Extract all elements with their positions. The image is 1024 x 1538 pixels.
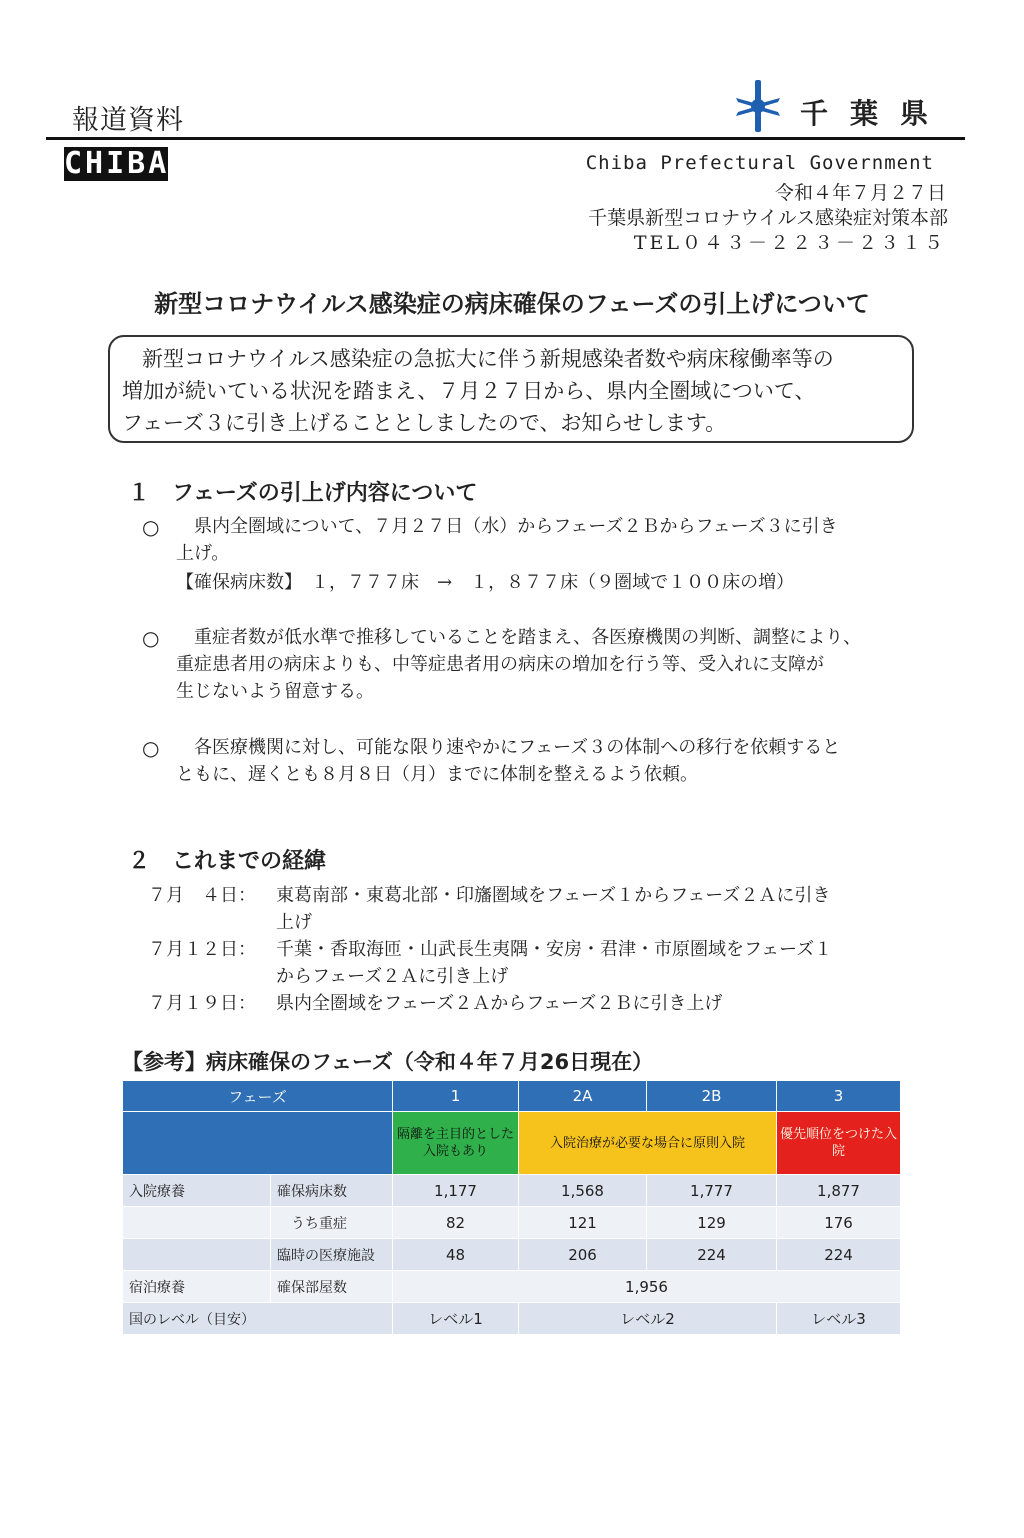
phase-description-row: [123, 1112, 901, 1175]
bullet-3: ○: [142, 736, 160, 760]
table-cell: 206: [519, 1239, 647, 1271]
phase-table: [122, 1080, 901, 1335]
table-cell: 48: [393, 1239, 519, 1271]
table-cell: 1,177: [393, 1175, 519, 1207]
item-2-line-1: 重症者数が低水準で推移していることを踏まえ、各医療機関の判断、調整により、: [194, 627, 862, 648]
history-list: [148, 882, 906, 1017]
history-text: [276, 990, 906, 1017]
table-cell: 224: [777, 1239, 901, 1271]
table-header-row: [123, 1081, 901, 1112]
table-cell: 1,777: [647, 1175, 777, 1207]
table-row: [123, 1239, 901, 1271]
page-title: 新型コロナウイルス感染症の病床確保のフェーズの引上げについて: [154, 290, 870, 318]
table-row: [123, 1207, 901, 1239]
history-date: ７月１９日：: [148, 993, 256, 1014]
header-phase-1: 1: [393, 1081, 519, 1112]
history-entry: [148, 882, 906, 936]
item-1-beds: 【確保病床数】 １，７７７床 → １，８７７床（９圏域で１００床の増）: [176, 572, 795, 593]
table-cell: 224: [647, 1239, 777, 1271]
table-row: [123, 1303, 901, 1335]
table-cell: 1,877: [777, 1175, 901, 1207]
table-cell: 129: [647, 1207, 777, 1239]
header-phase-2a: 2A: [519, 1081, 647, 1112]
desc-blank: [123, 1112, 393, 1175]
issuer-name: 千葉県新型コロナウイルス感染症対策本部: [588, 207, 948, 229]
prefecture-name: 千葉県: [800, 97, 951, 130]
desc-phase-2: 入院治療が必要な場合に原則入院: [519, 1112, 777, 1175]
chiba-emblem-icon: [730, 78, 786, 134]
header-divider: [46, 137, 965, 140]
row-label: [123, 1239, 271, 1271]
history-text-line: 上げ: [276, 912, 312, 933]
phone-number: TEL０４３－２２３－２３１５: [633, 232, 946, 254]
row-sublabel: 確保部屋数: [271, 1271, 393, 1303]
header-phase: フェーズ: [123, 1081, 393, 1112]
row-sublabel: 確保病床数: [271, 1175, 393, 1207]
history-entry: [148, 990, 906, 1017]
item-3-line-1: 各医療機関に対し、可能な限り速やかにフェーズ３の体制への移行を依頼すると: [194, 737, 841, 758]
table-cell: レベル1: [393, 1303, 519, 1335]
table-row: [123, 1175, 901, 1207]
lead-line-1: 新型コロナウイルス感染症の急拡大に伴う新規感染者数や病床稼働率等の: [142, 347, 834, 371]
table-cell: 1,568: [519, 1175, 647, 1207]
section-1-item-1: [176, 513, 916, 596]
table-cell: 176: [777, 1207, 901, 1239]
chiba-logo: CHIBA: [64, 146, 170, 181]
item-1-line-2: 上げ。: [176, 543, 230, 564]
table-cell: 121: [519, 1207, 647, 1239]
header-phase-2b: 2B: [647, 1081, 777, 1112]
lead-line-3: フェーズ３に引き上げることとしましたので、お知らせします。: [122, 411, 727, 435]
desc-phase-3: 優先順位をつけた入院: [777, 1112, 901, 1175]
row-label: 入院療養: [123, 1175, 271, 1207]
row-sublabel: うち重症: [271, 1207, 393, 1239]
lead-line-2: 増加が続いている状況を踏まえ、７月２７日から、県内全圏域について、: [122, 379, 816, 403]
history-text-line: 千葉・香取海匝・山武長生夷隅・安房・君津・市原圏域をフェーズ１: [276, 939, 833, 960]
row-label: 国のレベル（目安）: [123, 1303, 393, 1335]
history-text-line: からフェーズ２Ａに引き上げ: [276, 966, 509, 987]
table-cell: 82: [393, 1207, 519, 1239]
issue-date: 令和４年７月２７日: [774, 182, 946, 204]
row-sublabel: 臨時の医療施設: [271, 1239, 393, 1271]
government-english-name: Chiba Prefectural Government: [585, 152, 934, 174]
history-text-line: 東葛南部・東葛北部・印旛圏域をフェーズ１からフェーズ２Ａに引き: [276, 885, 831, 906]
section-1-title: １ フェーズの引上げ内容について: [128, 481, 478, 506]
item-2-line-2: 重症患者用の病床よりも、中等症患者用の病床の増加を行う等、受入れに支障が: [176, 654, 824, 675]
history-text: [276, 882, 906, 936]
header-phase-3: 3: [777, 1081, 901, 1112]
row-label: [123, 1207, 271, 1239]
item-2-line-3: 生じないよう留意する。: [176, 681, 374, 702]
lead-summary-box: [108, 335, 914, 443]
table-cell: レベル2: [519, 1303, 777, 1335]
history-date: ７月１２日：: [148, 939, 256, 960]
document-type-label: 報道資料: [72, 105, 184, 136]
section-1-item-2: [176, 624, 916, 705]
history-entry: [148, 936, 906, 990]
bullet-1: ○: [142, 515, 160, 539]
table-cell: 1,956: [393, 1271, 901, 1303]
item-1-line-1: 県内全圏域について、７月２７日（水）からフェーズ２Ｂからフェーズ３に引き: [194, 516, 838, 537]
history-text: [276, 936, 906, 990]
item-3-line-2: ともに、遅くとも８月８日（月）までに体制を整えるよう依頼。: [176, 764, 698, 785]
section-2-title: ２ これまでの経緯: [128, 849, 327, 874]
table-cell: レベル3: [777, 1303, 901, 1335]
desc-phase-1: 隔離を主目的とした入院もあり: [393, 1112, 519, 1175]
reference-title: 【参考】病床確保のフェーズ（令和４年７月26日現在）: [122, 1050, 654, 1074]
history-date: ７月 ４日：: [148, 885, 256, 906]
table-row: [123, 1271, 901, 1303]
history-text-line: 県内全圏域をフェーズ２Ａからフェーズ２Ｂに引き上げ: [276, 993, 723, 1014]
row-label: 宿泊療養: [123, 1271, 271, 1303]
section-1-item-3: [176, 734, 916, 788]
bullet-2: ○: [142, 626, 160, 650]
